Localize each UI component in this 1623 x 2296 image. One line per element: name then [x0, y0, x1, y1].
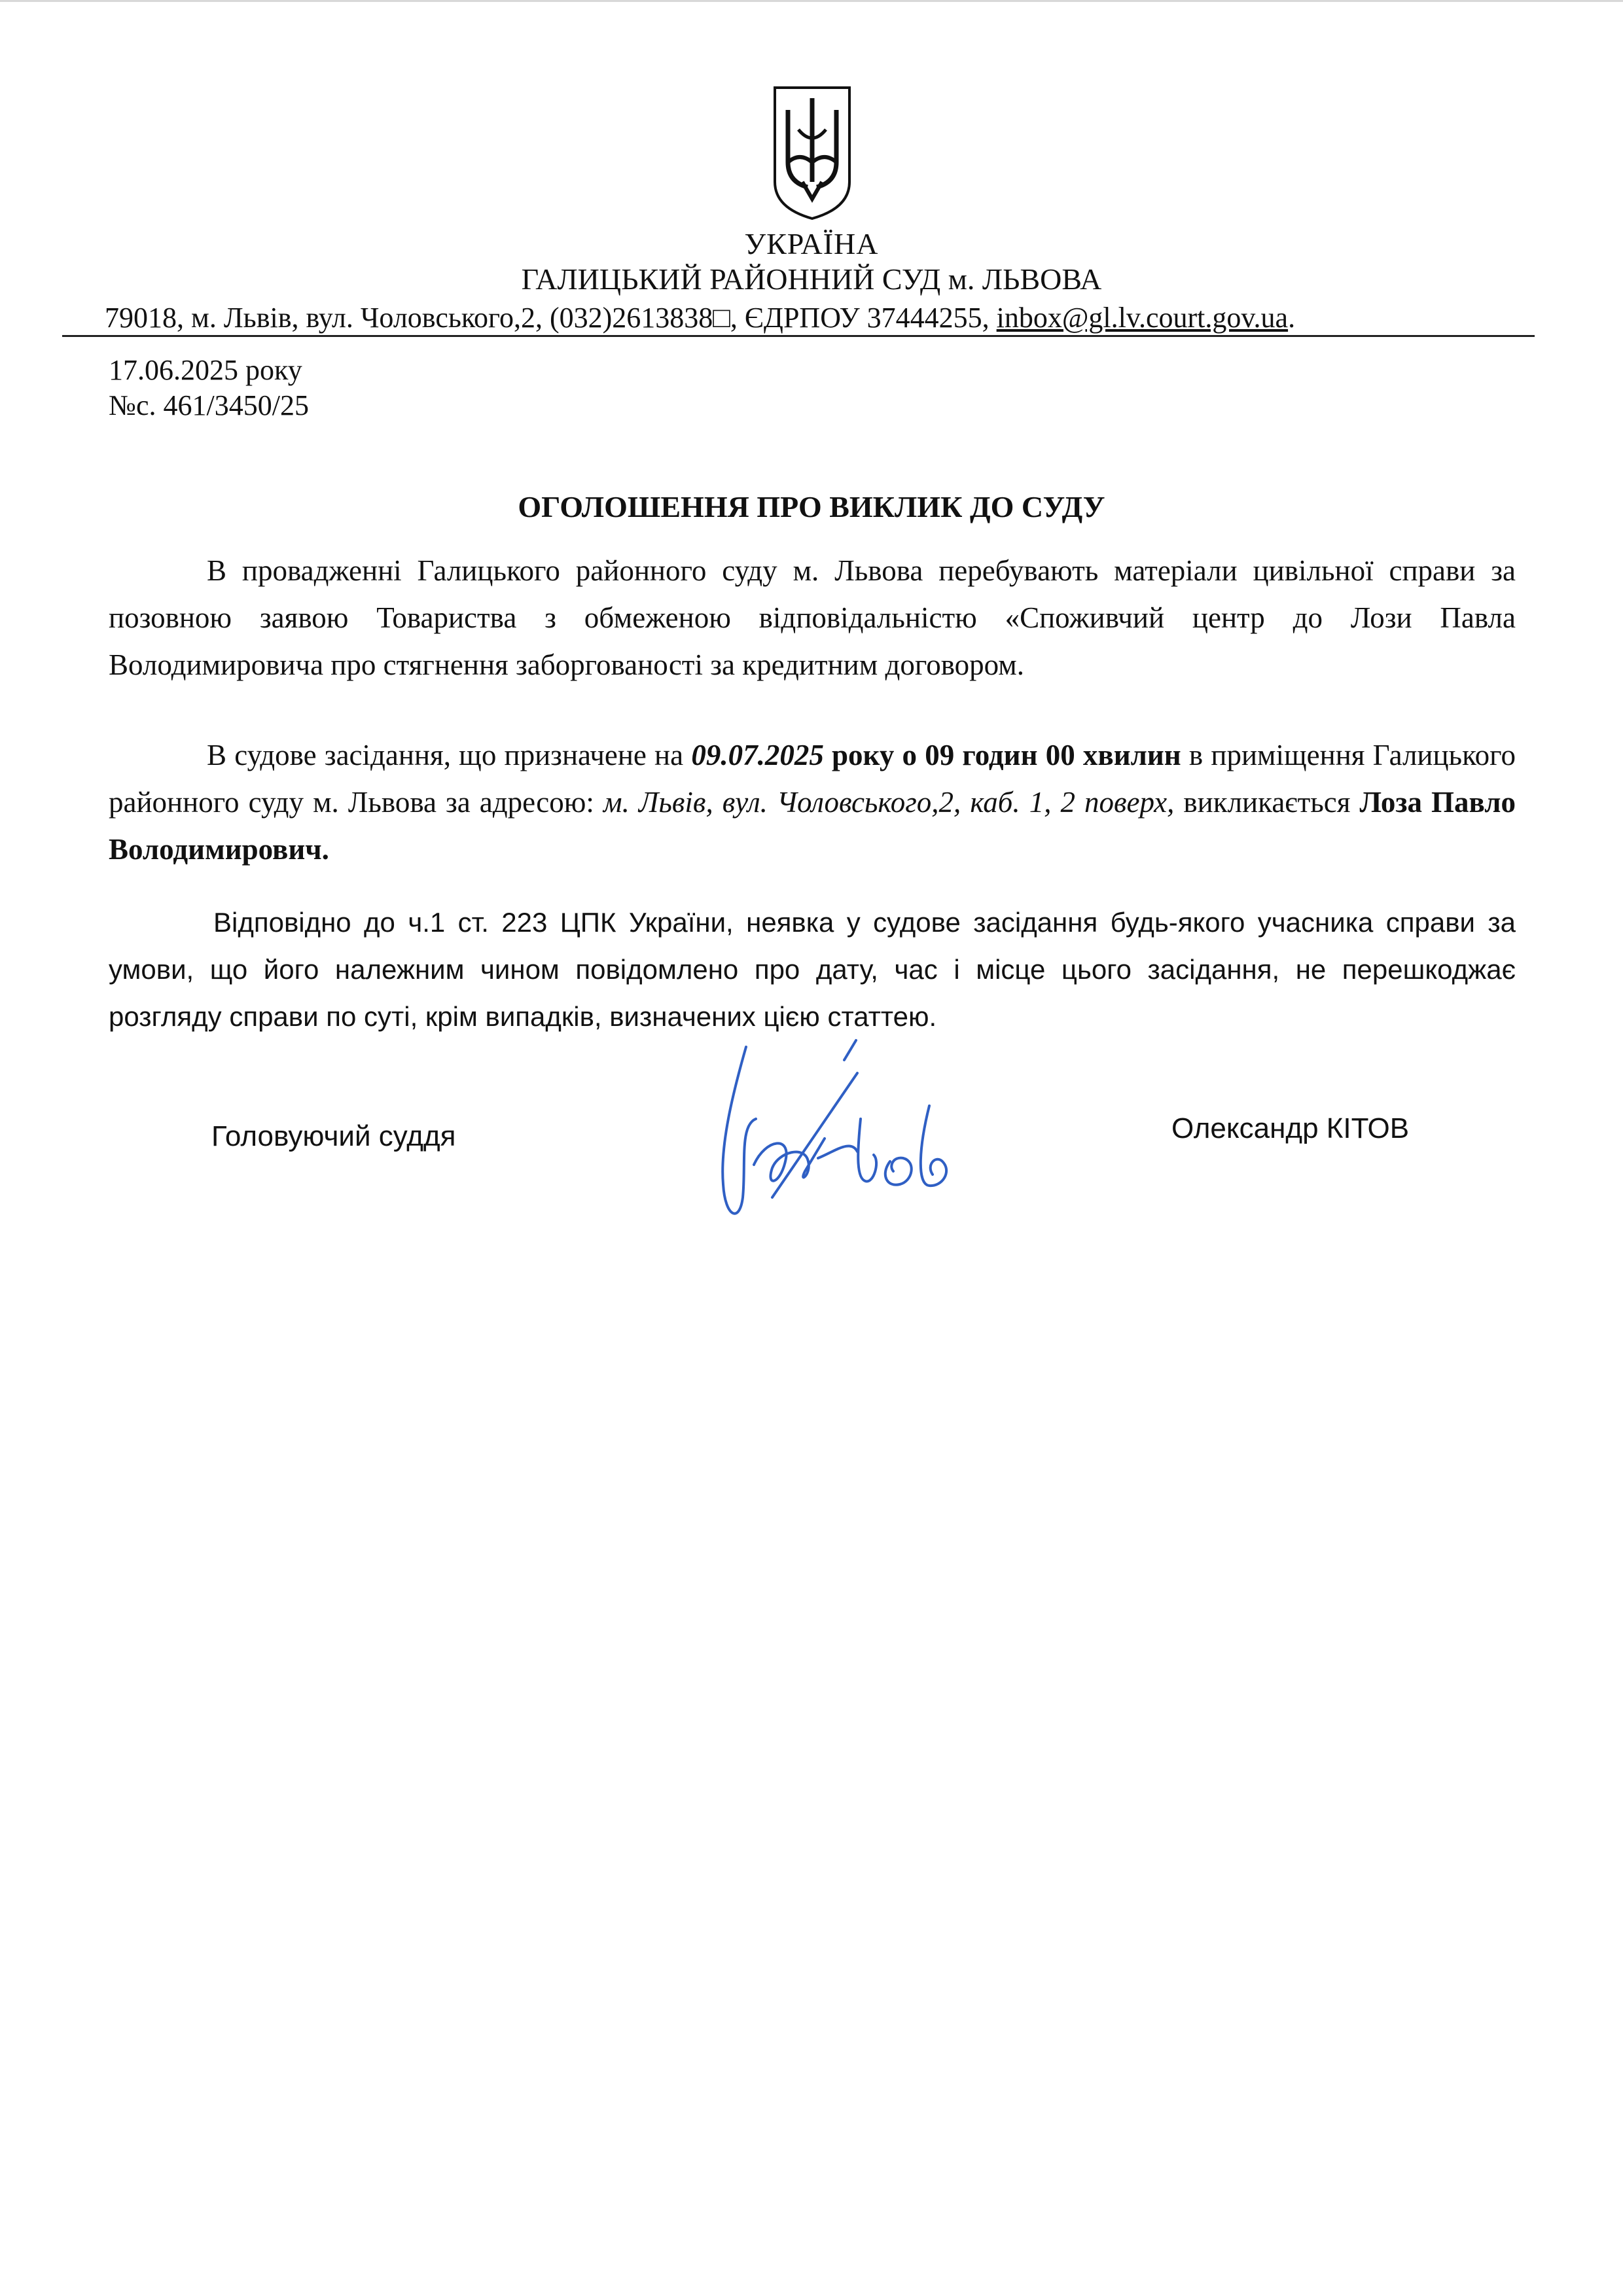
header-divider: [62, 335, 1535, 337]
summons-text-2: в приміщення Галицького районного суду м. Львова за адресою:: [109, 739, 1516, 819]
scan-edge: [0, 0, 1623, 2]
hearing-time: року о 09 годин 00 хвилин: [823, 739, 1181, 771]
country-name: УКРАЇНА: [744, 227, 879, 260]
paragraph-proceedings: В провадженні Галицького районного суду м. Львова перебувають матеріали цивільної справи за позовною заявою Товариства з обмеженою відповідальністю «Споживчий центр до Лози Павла Володимировича про стягнення заборгованості за кредитним договором.: [109, 554, 1516, 681]
paragraph-legal-notice: Відповідно до ч.1 ст. 223 ЦПК України, неявка у судове засідання будь-якого учасника справи за умови, що його належним чином повідомлено про дату, час і місце цього засідання, не перешкоджає розгляду справи по суті, крім випадків, визначених цією статтею.: [109, 907, 1516, 1032]
summons-text-1: В судове засідання, що призначене на: [207, 739, 692, 771]
summoned-person: Лоза Павло Володимирович.: [109, 786, 1516, 866]
address-end: .: [1288, 302, 1296, 334]
address-text: 79018, м. Львів, вул. Чоловського,2, (032)2613838□, ЄДРПОУ 37444255,: [105, 302, 997, 334]
court-name: ГАЛИЦЬКИЙ РАЙОННИЙ СУД м. ЛЬВОВА: [521, 262, 1102, 296]
coat-of-arms-icon: [770, 84, 855, 222]
judge-title: Головуючий суддя: [211, 1120, 456, 1152]
judge-signature: [694, 1021, 1034, 1256]
case-number: №с. 461/3450/25: [109, 389, 309, 421]
paragraph-summons: [109, 732, 1516, 873]
hearing-date: 09.07.2025: [691, 739, 824, 771]
document-date: 17.06.2025 року: [109, 354, 302, 386]
judge-name: Олександр КІТОВ: [1171, 1112, 1410, 1144]
hearing-address: м. Львів, вул. Чоловського,2, каб. 1, 2 поверх,: [603, 786, 1175, 819]
email-link[interactable]: inbox@gl.lv.court.gov.ua: [996, 302, 1289, 334]
document-title: ОГОЛОШЕННЯ ПРО ВИКЛИК ДО СУДУ: [518, 490, 1105, 523]
court-address: [105, 301, 1531, 334]
summons-text-3: викликається: [1174, 786, 1360, 819]
